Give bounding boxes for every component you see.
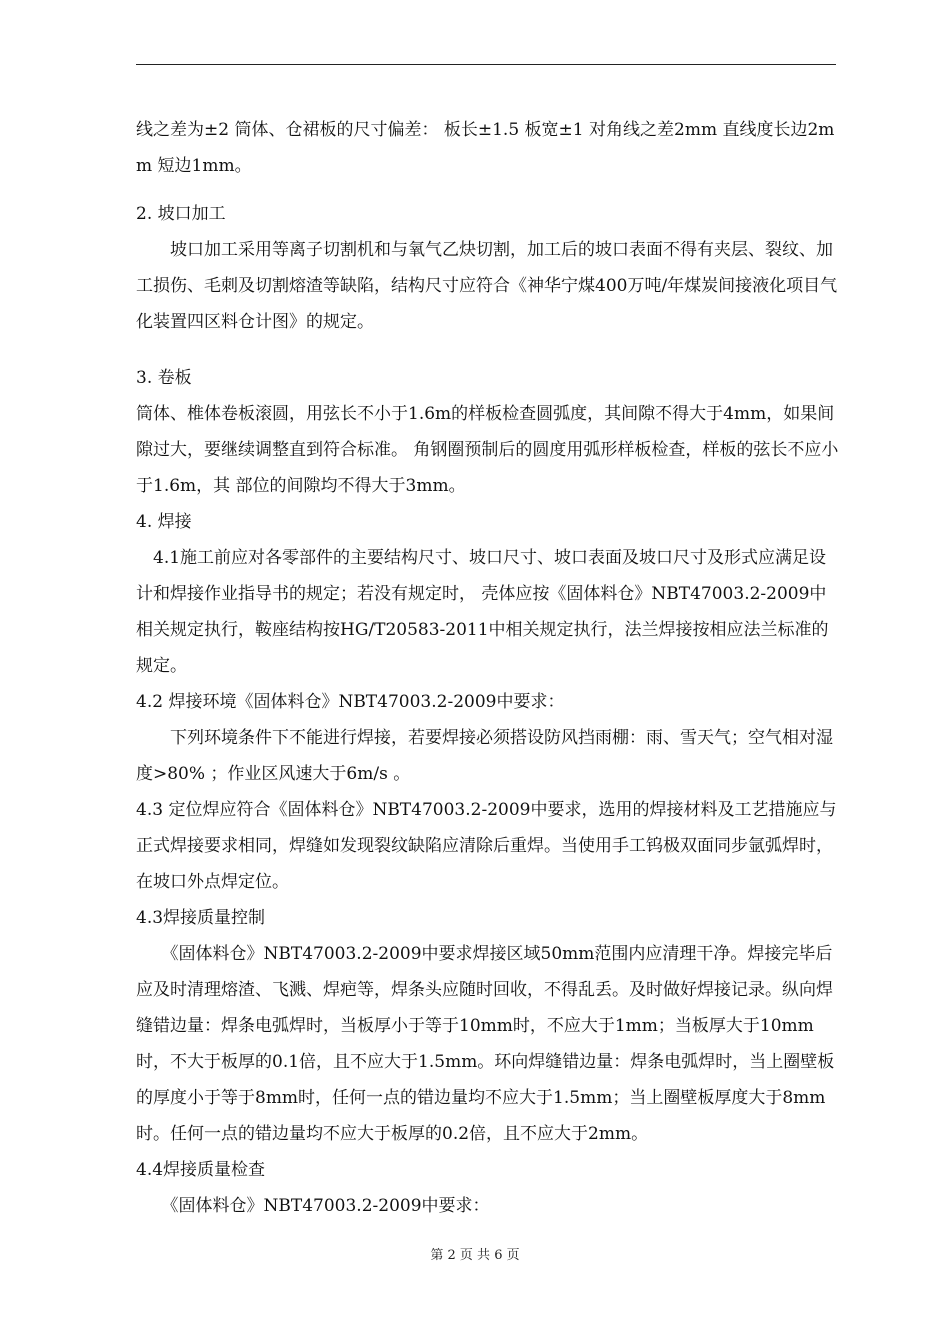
paragraph-4-1: 4.1施工前应对各零部件的主要结构尺寸、坡口尺寸、坡口表面及坡口尺寸及形式应满足设计和焊接作业指导书的规定；若没有规定时， 壳体应按《固体料仓》NBT47003.2-2009中相关规定执行，鞍座结构按HG/T20583-2011中相关规定执行，法兰焊接按相应法兰标准的规定。 — [136, 548, 829, 676]
paragraph-bevel-processing: 坡口加工采用等离子切割机和与氧气乙炔切割，加工后的坡口表面不得有夹层、裂纹、加工损伤、毛刺及切割熔渣等缺陷，结构尺寸应符合《神华宁煤400万吨/年煤炭间接液化项目气化装置四区料仓计图》的规定。 — [136, 240, 838, 332]
subheading-4-2: 4.2 焊接环境《固体料仓》NBT47003.2-2009中要求： — [136, 692, 565, 712]
paragraph-rolling: 筒体、椎体卷板滚圆，用弦长不小于1.6m的样板检查圆弧度，其间隙不得大于4mm，如果间隙过大，要继续调整直到符合标准。 角钢圈预制后的圆度用弧形样板检查，样板的弦长不应小于1.6m，其 部位的间隙均不得大于3mm。 — [136, 404, 839, 496]
section-heading-welding: 4. 焊接 — [136, 512, 192, 532]
header-rule — [136, 64, 836, 65]
paragraph-4-3-quality-control: 《固体料仓》NBT47003.2-2009中要求焊接区域50mm范围内应清理干净。焊接完毕后应及时清理熔渣、飞溅、焊疤等，焊条头应随时回收，不得乱丢。及时做好焊接记录。纵向焊缝错边量：焊条电弧焊时，当板厚小于等于10mm时，不应大于1mm；当板厚大于10mm时，不大于板厚的0.1倍，且不应大于1.5mm。环向焊缝错边量：焊条电弧焊时，当上圈壁板的厚度小于等于8mm时，任何一点的错边量均不应大于1.5mm；当上圈壁板厚度大于8mm时。任何一点的错边量均不应大于板厚的0.2倍，且不应大于2mm。 — [136, 944, 835, 1144]
paragraph-4-2: 下列环境条件下不能进行焊接，若要焊接必须搭设防风挡雨棚：雨、雪天气；空气相对湿度>80% ；作业区风速大于6m/s 。 — [136, 728, 833, 784]
paragraph-4-3: 4.3 定位焊应符合《固体料仓》NBT47003.2-2009中要求，选用的焊接材料及工艺措施应与正式焊接要求相同，焊缝如发现裂纹缺陷应清除后重焊。当使用手工钨极双面同步氩弧焊时，在坡口外点焊定位。 — [136, 800, 837, 892]
subheading-4-4: 4.4焊接质量检查 — [136, 1160, 266, 1180]
section-heading-bevel: 2. 坡口加工 — [136, 204, 226, 224]
subheading-4-3-quality-control: 4.3焊接质量控制 — [136, 908, 266, 928]
paragraph-4-4: 《固体料仓》NBT47003.2-2009中要求： — [136, 1196, 490, 1216]
page-footer: 第 2 页 共 6 页 — [430, 1248, 520, 1263]
section-heading-rolling: 3. 卷板 — [136, 368, 192, 388]
document-body — [136, 112, 840, 1224]
paragraph-dimension-tolerance: 线之差为±2 筒体、仓裙板的尺寸偏差： 板长±1.5 板宽±1 对角线之差2mm 直线度长边2mm 短边1mm。 — [136, 120, 835, 176]
